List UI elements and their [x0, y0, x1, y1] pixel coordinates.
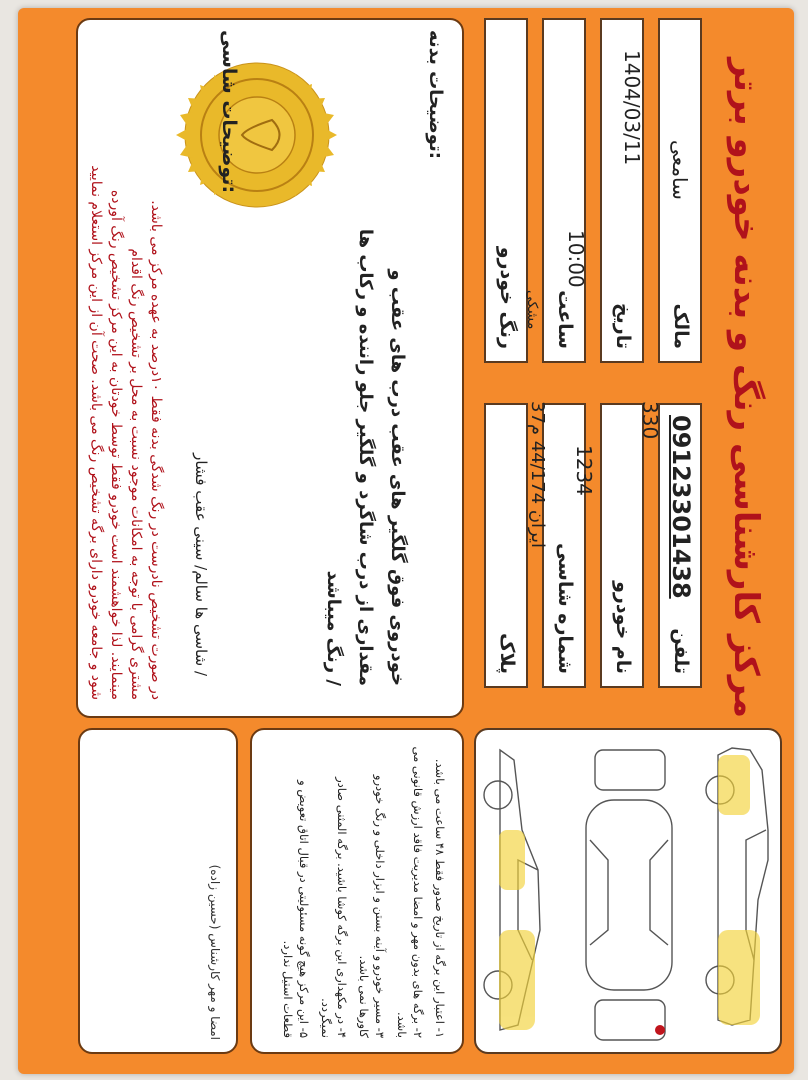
- car-top-outline: [586, 800, 672, 990]
- chassis-notes-text: شاسی ها سالم/ سینی عقب فشار /: [192, 453, 210, 676]
- notes-box: [76, 18, 464, 718]
- body-notes-line-1: خودروی فوق گلگیر های عقب درب های عقب و: [387, 269, 408, 686]
- rules-box: [250, 728, 464, 1054]
- body-notes-line-3: رنگ میباشد /: [323, 570, 344, 686]
- chassis-notes-title: توضیحات شاسی:: [218, 30, 240, 194]
- rule-2: ۲- برگه های بدون مهر و امضا مدیریت فاقد ارزش قانونی می باشد.: [395, 746, 425, 1038]
- signature-label: امضا و مهر کارشناس (حسین زاده): [208, 864, 222, 1040]
- date-field[interactable]: [600, 18, 644, 363]
- plate-field[interactable]: [484, 401, 548, 688]
- car-rear-view: [595, 1000, 665, 1040]
- rule-3: ۳- مسیر خودرو و آینه بستن و ابزار داخلی و رنگ خودرو کاورها نمی باشد.: [357, 774, 387, 1038]
- body-notes-title: توضیحات بدنه:: [425, 30, 446, 159]
- painted-area-right-door: [499, 830, 525, 890]
- disclaimer-line-4: شود و جامعه خودرو دارای برگه تشخیص رنگ می باشد. صحت آن از این مرکز استعلام نمایید: [88, 165, 104, 700]
- painted-area-rear-right: [499, 930, 535, 1030]
- time-label: ساعت: [554, 290, 576, 349]
- disclaimer-line-2: مشتری گرامی با توجه به امکانات موجود نسبت به محل بر تشخیص رنگ اقدام: [128, 248, 144, 700]
- car-name-label: نام خودرو: [612, 581, 634, 674]
- gold-seal-icon: [172, 50, 342, 220]
- plate-label: پلاک: [496, 632, 518, 674]
- painted-area-front-left: [718, 755, 750, 815]
- chassis-value: 1234: [572, 445, 596, 496]
- painted-area-rear-left: [718, 930, 760, 1025]
- disclaimer-line-3: مینمایند. لذا خواهشمند است خودرو فقط توسط خودتان به این مرکز تشخیص رنگ آورده: [108, 189, 124, 700]
- signature-box: [78, 728, 238, 1054]
- plate-value: ایران 44/174 م37: [527, 401, 548, 548]
- car-diagram-box: [474, 728, 782, 1054]
- phone-field[interactable]: [658, 403, 702, 688]
- car-damage-diagram: [476, 730, 780, 1052]
- phone-value: 09123301438: [667, 415, 695, 599]
- chassis-field[interactable]: [542, 403, 596, 688]
- owner-label: مالک: [670, 303, 692, 349]
- car-color-value: مشکی: [524, 290, 540, 330]
- car-name-field[interactable]: [600, 401, 662, 688]
- date-label: تاریخ: [612, 302, 634, 349]
- car-front-view: [595, 750, 665, 790]
- time-value: 10:00: [564, 230, 588, 288]
- car-color-field[interactable]: [484, 18, 540, 363]
- owner-value: سامعی: [668, 140, 692, 200]
- date-value: 1404/03/11: [620, 50, 644, 166]
- body-notes-line-2: مقداری از درب شاگرد و گلگیر جلو راننده و رکاب ها: [355, 228, 376, 686]
- rule-1: ۱- اعتبار این برگه از تاریخ صدور فقط ۴۸ ساعت می باشد.: [433, 758, 447, 1038]
- rule-5: ۵- این مرکز هیچ گونه مسئولیتی در قبال اتاق تعویض و قطعات استیل ندارد.: [281, 780, 311, 1038]
- disclaimer-text: [86, 60, 166, 700]
- inspection-form-sheet: [18, 8, 794, 1074]
- chassis-label: شماره شاسی: [554, 542, 576, 674]
- form-title: مرکز کارشناسی رنگ و بدنه خودرو برتر: [726, 57, 766, 718]
- phone-label: تلفن: [670, 628, 692, 674]
- wheel-front-right: [484, 781, 512, 809]
- car-name-value: 330: [638, 401, 662, 440]
- form-content: [18, 8, 794, 1074]
- car-color-label: رنگ خودرو: [496, 246, 518, 349]
- time-field[interactable]: [542, 18, 586, 363]
- rule-4: ۴- در مکهداری این برگه کوشا باشید. برگه المثنی صادر نمیگردد.: [319, 777, 349, 1038]
- owner-field[interactable]: [658, 18, 702, 363]
- disclaimer-line-1: در صورت تشخیص نادرست در رنگ شدگی بدنه فقط ۱۰درصد به عهده مرکز می باشد.: [148, 200, 164, 700]
- damage-mark: [655, 1025, 665, 1035]
